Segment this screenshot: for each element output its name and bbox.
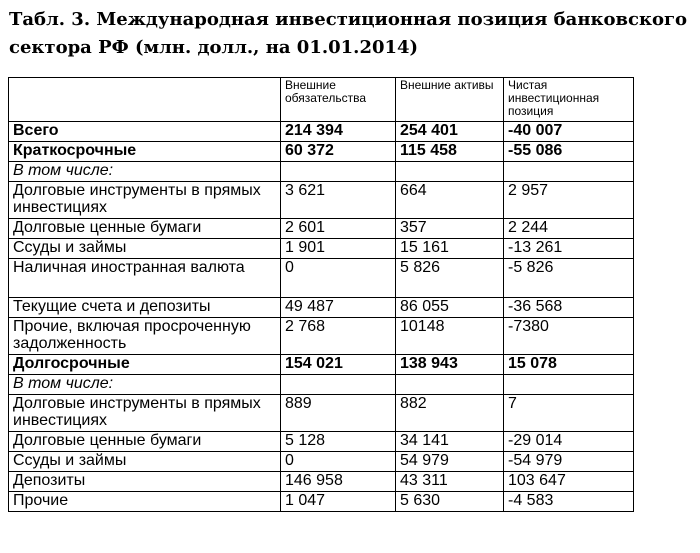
row-label: Текущие счета и депозиты — [9, 298, 281, 318]
header-cell-net: Чистая инвестиционная позиция — [504, 78, 634, 122]
row-label: Долговые ценные бумаги — [9, 432, 281, 452]
row-net: -5 826 — [504, 259, 634, 298]
row-liabilities: 214 394 — [281, 122, 396, 142]
row-assets: 115 458 — [396, 142, 504, 162]
row-liabilities: 1 901 — [281, 239, 396, 259]
row-label: Наличная иностранная валюта — [9, 259, 281, 298]
table-row — [9, 239, 634, 259]
row-liabilities: 2 768 — [281, 318, 396, 355]
row-net: -29 014 — [504, 432, 634, 452]
row-liabilities: 5 128 — [281, 432, 396, 452]
row-assets: 357 — [396, 219, 504, 239]
row-liabilities: 154 021 — [281, 355, 396, 375]
row-label: Всего — [9, 122, 281, 142]
row-assets: 34 141 — [396, 432, 504, 452]
row-liabilities: 889 — [281, 395, 396, 432]
table-row — [9, 395, 634, 432]
row-liabilities: 0 — [281, 452, 396, 472]
row-liabilities: 2 601 — [281, 219, 396, 239]
table-row — [9, 432, 634, 452]
row-net: 2 957 — [504, 182, 634, 219]
row-label: В том числе: — [9, 375, 281, 395]
row-assets: 664 — [396, 182, 504, 219]
row-assets: 5 826 — [396, 259, 504, 298]
row-net: 15 078 — [504, 355, 634, 375]
table-row-including — [9, 162, 634, 182]
header-row — [9, 78, 634, 122]
row-assets: 86 055 — [396, 298, 504, 318]
row-assets: 254 401 — [396, 122, 504, 142]
table-row-total — [9, 122, 634, 142]
row-assets — [396, 375, 504, 395]
row-net: -55 086 — [504, 142, 634, 162]
header-cell-assets: Внешние активы — [396, 78, 504, 122]
row-liabilities — [281, 162, 396, 182]
row-liabilities: 60 372 — [281, 142, 396, 162]
row-net: 103 647 — [504, 472, 634, 492]
table-row — [9, 452, 634, 472]
table-row — [9, 318, 634, 355]
row-net: -54 979 — [504, 452, 634, 472]
row-label: Долговые инструменты в прямых инвестициях — [9, 182, 281, 219]
row-net: -36 568 — [504, 298, 634, 318]
row-label: Долгосрочные — [9, 355, 281, 375]
table-row-including — [9, 375, 634, 395]
row-liabilities: 146 958 — [281, 472, 396, 492]
table-row — [9, 472, 634, 492]
row-liabilities: 0 — [281, 259, 396, 298]
row-liabilities: 1 047 — [281, 492, 396, 512]
table-row-long-term — [9, 355, 634, 375]
row-liabilities — [281, 375, 396, 395]
table-row — [9, 259, 634, 298]
table-row-short-term — [9, 142, 634, 162]
row-label: Ссуды и займы — [9, 239, 281, 259]
row-net: -4 583 — [504, 492, 634, 512]
row-label: Прочие, включая просроченную задолженность — [9, 318, 281, 355]
row-net — [504, 162, 634, 182]
header-cell-label — [9, 78, 281, 122]
row-net: 7 — [504, 395, 634, 432]
investment-position-table — [8, 77, 634, 512]
row-net — [504, 375, 634, 395]
table-row — [9, 182, 634, 219]
row-assets: 138 943 — [396, 355, 504, 375]
row-label: В том числе: — [9, 162, 281, 182]
row-label: Ссуды и займы — [9, 452, 281, 472]
row-label: Долговые инструменты в прямых инвестициях — [9, 395, 281, 432]
row-label: Депозиты — [9, 472, 281, 492]
row-net: -40 007 — [504, 122, 634, 142]
table-title: Табл. 3. Международная инвестиционная позиция банковского сектора РФ (млн. долл., на 01.01.2014) — [9, 9, 688, 58]
row-net: -13 261 — [504, 239, 634, 259]
table-row — [9, 219, 634, 239]
table-row — [9, 492, 634, 512]
row-net: -7380 — [504, 318, 634, 355]
row-assets: 10148 — [396, 318, 504, 355]
row-label: Долговые ценные бумаги — [9, 219, 281, 239]
row-assets: 15 161 — [396, 239, 504, 259]
table-row — [9, 298, 634, 318]
row-assets: 5 630 — [396, 492, 504, 512]
row-label: Краткосрочные — [9, 142, 281, 162]
header-cell-liabilities: Внешние обязательства — [281, 78, 396, 122]
row-liabilities: 49 487 — [281, 298, 396, 318]
row-net: 2 244 — [504, 219, 634, 239]
row-assets: 43 311 — [396, 472, 504, 492]
row-label: Прочие — [9, 492, 281, 512]
row-assets — [396, 162, 504, 182]
row-assets: 882 — [396, 395, 504, 432]
row-assets: 54 979 — [396, 452, 504, 472]
row-liabilities: 3 621 — [281, 182, 396, 219]
